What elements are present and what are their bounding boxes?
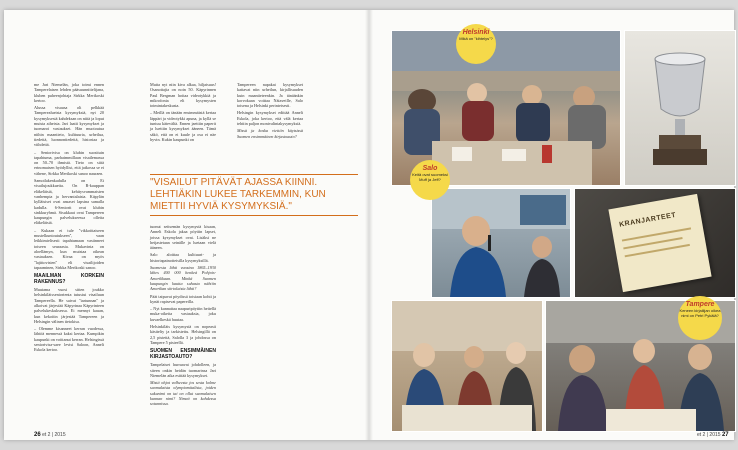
quiz-card xyxy=(608,194,711,292)
magazine-issue: et 2 | 2015 xyxy=(697,432,721,438)
subheading: SUOMEN ENSIMMÄINEN KIRJASTOAUTO? xyxy=(150,348,216,361)
speaker-illustration xyxy=(432,189,570,297)
seated-group-illustration xyxy=(392,301,542,431)
photo-trophy xyxy=(624,30,736,186)
right-folio xyxy=(697,432,729,438)
paragraph: Missä ja koska viettiin käytsissä Suomen ensimmäinen kirjastoauto? xyxy=(237,128,303,139)
paragraph: Suomesta lähti vuosina 1865–1930 lähes 400 000 henkeä Pohjois-Amerikkaan. Minkä Suomen kaupungin kautta suhasta nähtiin Amerikan siirtolaisia lähti? xyxy=(150,265,216,292)
paragraph: Tampereen napakat kysymykset kattavat niin urheilun, kirjallisuuden kuin maantieteenkin. Ja tänäänkin korvokaan voittaa Näiaveille, Salo toisena ja Helsinki perinteisesti. xyxy=(237,82,303,109)
paragraph: Tampelaiset hurraavat johdolleen, ja siteen onkin heidän tuomarinsa Jari Niemelän aika esittää kysymykset. xyxy=(150,362,216,378)
badge-subtitle: Mikä on "kihtelys"? xyxy=(459,36,493,41)
photo-seated-group xyxy=(391,300,543,432)
paragraph: – Meillä on tänään ensimmäistä kertaa läppäri ja videotykki apuna, ja kyllä se tuntuu kätevältä. Ennen jaettiin paperit ja luettiin kysymykset ääneen. Tämä säkö, että on ei kuule ja osa ei näe hyvin. Kukin kaupunki on xyxy=(150,110,216,142)
paragraph: – Seniorivisa on klubin suosituin tapahtuma, parhaimmillaan visailemassa on 50–70 ihmistä. Tieto on siitä erinomaisen hyödyllist, että jatkossa se ei vähene, Sirkka Merikoski sanoo nauraen. xyxy=(34,149,104,176)
trophy-illustration xyxy=(625,31,735,185)
left-column-2-bottom xyxy=(150,224,216,409)
badge-tampere xyxy=(678,296,722,340)
pull-quote-text: "VISAILUT PITÄVÄT AJASSA KIINNI. LEHTIÄKIN LUKEE TARKEMMIN, KUN MIETTII HYVIÄ KYSYMYKSIÄ." xyxy=(150,177,326,212)
pull-quote-rule-bottom xyxy=(150,215,358,216)
photo-quiz-cards xyxy=(574,188,736,298)
card-rule xyxy=(622,227,691,241)
paragraph: Salo aloittaa kulttuuri- ja historiapainotteisilla kysymyksillä. xyxy=(150,252,216,263)
badge-title: Salo xyxy=(422,165,438,172)
paragraph: tuonut seitsemän kysymystä kisaan, Anneli Eskola jakaa pöytiin lapset, joissa kysymykset ovat. Lisäksi ne heijastetaan seinälle ja luetaan vielä ääneen. xyxy=(150,224,216,251)
paragraph: – Nyt kannattaa naapuripöytiin heitellä muka-oikeita vastauksia, joku kuvaelkeskä huutaa. xyxy=(150,306,216,322)
paragraph: Alussa visausa oli pelkkää Tamperealueista kysymyksiä, nyt 20 kysymyksestä kahdeksan on niitä ja loput muista aiheista. Jari laatii kysymykset ja tuomaroi vastaukset. Hän muotoutua niihin maantieto, kulttuuria, urheilua, tiedettä, luonnontiedettä, historiaa ja viihdettä. xyxy=(34,105,104,148)
paragraph: Helsingin kysymykset edittää Anneli Eskola, joka kertoo, että välä kertaa tehtiin paljon monivalintakysymyksiä. xyxy=(237,110,303,127)
left-folio xyxy=(34,432,66,438)
badge-helsinki xyxy=(456,24,496,64)
paragraph: – Kukaan ei tule "vikkoittaiseen mustelkuntoutukseen", vaan leikkimielisesti tapahtumaan vastinneet toiseen seuraasta. Mukavinta on aloellämyn, kun muistaa oikean vastauksen. Kivaa on myös "lajittovisien" eli visailijoiden tapaaminen, Sirkka Merikoski sanoo. xyxy=(34,227,104,270)
photo-speaker-microphone xyxy=(431,188,571,298)
quiz-card-title: KRANJARTEET xyxy=(618,211,677,229)
magazine-issue: et 2 | 2015 xyxy=(42,432,66,438)
left-column-3-top xyxy=(237,82,303,141)
magazine-spread xyxy=(4,10,734,440)
paragraph: Päät taipuvat pöydissä toisiaan kohti ja kynät rapisevat papereilla. xyxy=(150,293,216,304)
paragraph: Mistä ohjat valheesta jos sesta kolme suomalaista olympiamitalista, joiden sukunimi on tai on ollut suomalaisen kunnan nimi? Nimeä on kahdessa sotunnissa. xyxy=(150,380,216,407)
badge-subtitle: Keitä ovat suomeksi Muff ja Jeff? xyxy=(412,172,448,182)
paragraph: – Olemme kisanneet kerran vuodessa, lähtöä mennessä kaksi kertaa. Kumpikin kaupunki on voittanut kerran. Helsingissä seniorivisa-saee levisi Saloon, Anneli Eskola kertoo. xyxy=(34,326,104,353)
badge-subtitle: Keneen kirjailijan oikea nimi on Petri Pykälä? xyxy=(679,308,721,318)
paragraph: Samoilakenkadulla on Ei visailujoukkuetta. On R-kauppan eläkeläisiä, kehitysvammaisten vanhempia ja hervantalaisia. Käpylän kylläisiset ovat ansaset lapsina samalla kadulla. 6-Seniorit ovat klubin sinkkuryhmä. Sisukkaat ovat Tampereen kaupungin palvelukseessa olleita eläkeläisiä. xyxy=(34,178,104,226)
page-number: 27 xyxy=(721,432,729,438)
badge-salo xyxy=(410,160,450,200)
badge-title: Helsinki xyxy=(462,29,490,36)
pull-quote-rule-top xyxy=(150,174,358,175)
left-column-1 xyxy=(34,82,104,355)
paragraph: Mutta nyt niin kiva alkaa, hiljaisuus! Osanottajia on noin 50. Käpyrinnen Paul Bergman hoitaa videotykkiä ja mikrofonia eli kysymysten toimintakeskusta. xyxy=(150,82,216,109)
paragraph: Muutama vuosi sitten joukko helsinkiläisseniorienta tutustui visailuun Tampereella. He saivat "tartunnan" ja alkoivat järjestää Käpyrinaa Käpyrinteen palvelukeskuksessa. Ei mennyt kauan, kun kekoitin järjestää Tampereen ja Helsingin välinen tietokisa. xyxy=(34,287,104,324)
page-number: 26 xyxy=(34,432,41,438)
paragraph: me Jari Niemelän, joka toimi ennen Tamperelaisen lehden pääsuunnittelijana, kluben puheenjohtaja Sirkka Merikoski kertoo. xyxy=(34,82,104,103)
subheading: MAAILMAN KORKEIN RAKENNUS? xyxy=(34,273,104,286)
left-column-2-top xyxy=(150,82,216,144)
pull-quote xyxy=(150,172,358,218)
badge-title: Tampere xyxy=(685,301,715,308)
page-gutter xyxy=(365,10,373,440)
paragraph: Helsinkiläis kysymystä on nopeasti käsitelty ja tarkistettu. Helsingillä on 2,5 pistettä, Salolla 3 ja johdossa on Tampere 5 pisteellä. xyxy=(150,324,216,345)
